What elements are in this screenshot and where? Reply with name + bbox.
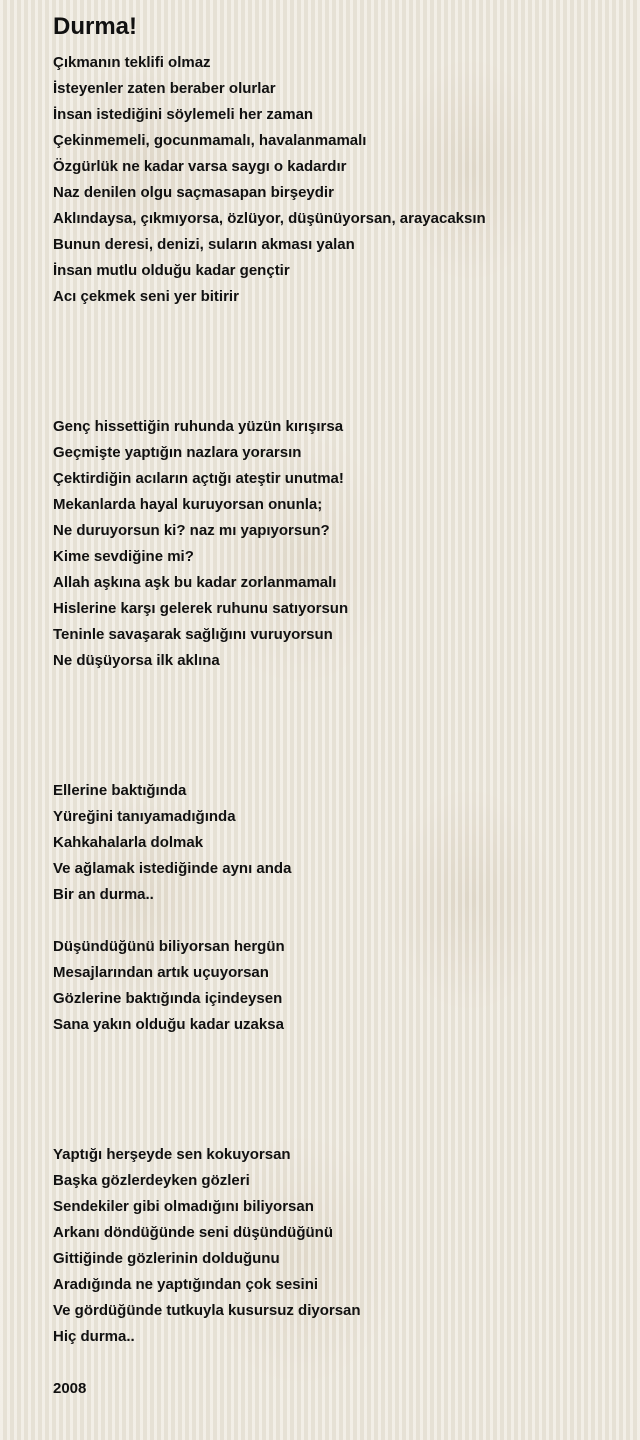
- poem-line: Geçmişte yaptığın nazlara yorarsın: [53, 444, 302, 461]
- poem-line: Ve ağlamak istediğinde aynı anda: [53, 860, 292, 877]
- poem: [53, 12, 613, 1402]
- poem-line: Bir an durma..: [53, 886, 154, 903]
- poem-line: Bunun deresi, denizi, suların akması yalan: [53, 236, 355, 253]
- poem-line: İnsan istediğini söylemeli her zaman: [53, 106, 314, 123]
- poem-line: Çekinmemeli, gocunmamalı, havalanmamalı: [53, 132, 367, 149]
- poem-line: Kahkahalarla dolmak: [53, 834, 204, 851]
- poem-line: Başka gözlerdeyken gözleri: [53, 1172, 250, 1189]
- poem-line: Ne düşüyorsa ilk aklına: [53, 652, 220, 669]
- poem-line: İnsan mutlu olduğu kadar gençtir: [53, 262, 290, 279]
- poem-line: Kime sevdiğine mi?: [53, 548, 194, 565]
- poem-line: Sana yakın olduğu kadar uzaksa: [53, 1016, 284, 1033]
- poem-line: Mekanlarda hayal kuruyorsan onunla;: [53, 496, 323, 513]
- poem-line: Genç hissettiğin ruhunda yüzün kırışırsa: [53, 418, 344, 435]
- poem-line: Allah aşkına aşk bu kadar zorlanmamalı: [53, 574, 337, 591]
- poem-line: Sendekiler gibi olmadığını biliyorsan: [53, 1198, 314, 1215]
- poem-line: Arkanı döndüğünde seni düşündüğünü: [53, 1224, 333, 1241]
- poem-line: Ellerine baktığında: [53, 782, 187, 799]
- stanza-3: [53, 778, 613, 908]
- stanza-5: [53, 1142, 613, 1350]
- poem-line: Özgürlük ne kadar varsa saygı o kadardır: [53, 158, 347, 175]
- poem-title: Durma!: [53, 13, 138, 40]
- stanza-spacer: [53, 1038, 613, 1142]
- poem-line: Naz denilen olgu saçmasapan birşeydir: [53, 184, 334, 201]
- poem-line: Çıkmanın teklifi olmaz: [53, 54, 211, 71]
- poem-line: İsteyenler zaten beraber olurlar: [53, 80, 276, 97]
- poem-line: Gözlerine baktığında içindeysen: [53, 990, 283, 1007]
- stanza-4: [53, 934, 613, 1038]
- stanza-1: [53, 50, 613, 310]
- poem-line: Hiç durma..: [53, 1328, 135, 1345]
- stanza-spacer: [53, 1350, 613, 1376]
- poem-line: Düşündüğünü biliyorsan hergün: [53, 938, 285, 955]
- poem-line: Gittiğinde gözlerinin dolduğunu: [53, 1250, 280, 1267]
- stanza-2: [53, 414, 613, 674]
- poem-line: Teninle savaşarak sağlığını vuruyorsun: [53, 626, 333, 643]
- poem-line: Çektirdiğin acıların açtığı ateştir unutma!: [53, 470, 344, 487]
- stanza-spacer: [53, 908, 613, 934]
- poem-line: Yüreğini tanıyamadığında: [53, 808, 236, 825]
- poem-line: Hislerine karşı gelerek ruhunu satıyorsun: [53, 600, 349, 617]
- poem-line: Acı çekmek seni yer bitirir: [53, 288, 239, 305]
- poem-line: Mesajlarından artık uçuyorsan: [53, 964, 269, 981]
- poem-line: Yaptığı herşeyde sen kokuyorsan: [53, 1146, 291, 1163]
- poem-line: Aradığında ne yaptığından çok sesini: [53, 1276, 319, 1293]
- poem-line: Aklındaysa, çıkmıyorsa, özlüyor, düşünüyorsan, arayacaksın: [53, 210, 486, 227]
- stanza-spacer: [53, 310, 613, 414]
- poem-year: 2008: [53, 1380, 87, 1397]
- poem-line: Ne duruyorsun ki? naz mı yapıyorsun?: [53, 522, 330, 539]
- stanza-spacer: [53, 674, 613, 778]
- poem-line: Ve gördüğünde tutkuyla kusursuz diyorsan: [53, 1302, 361, 1319]
